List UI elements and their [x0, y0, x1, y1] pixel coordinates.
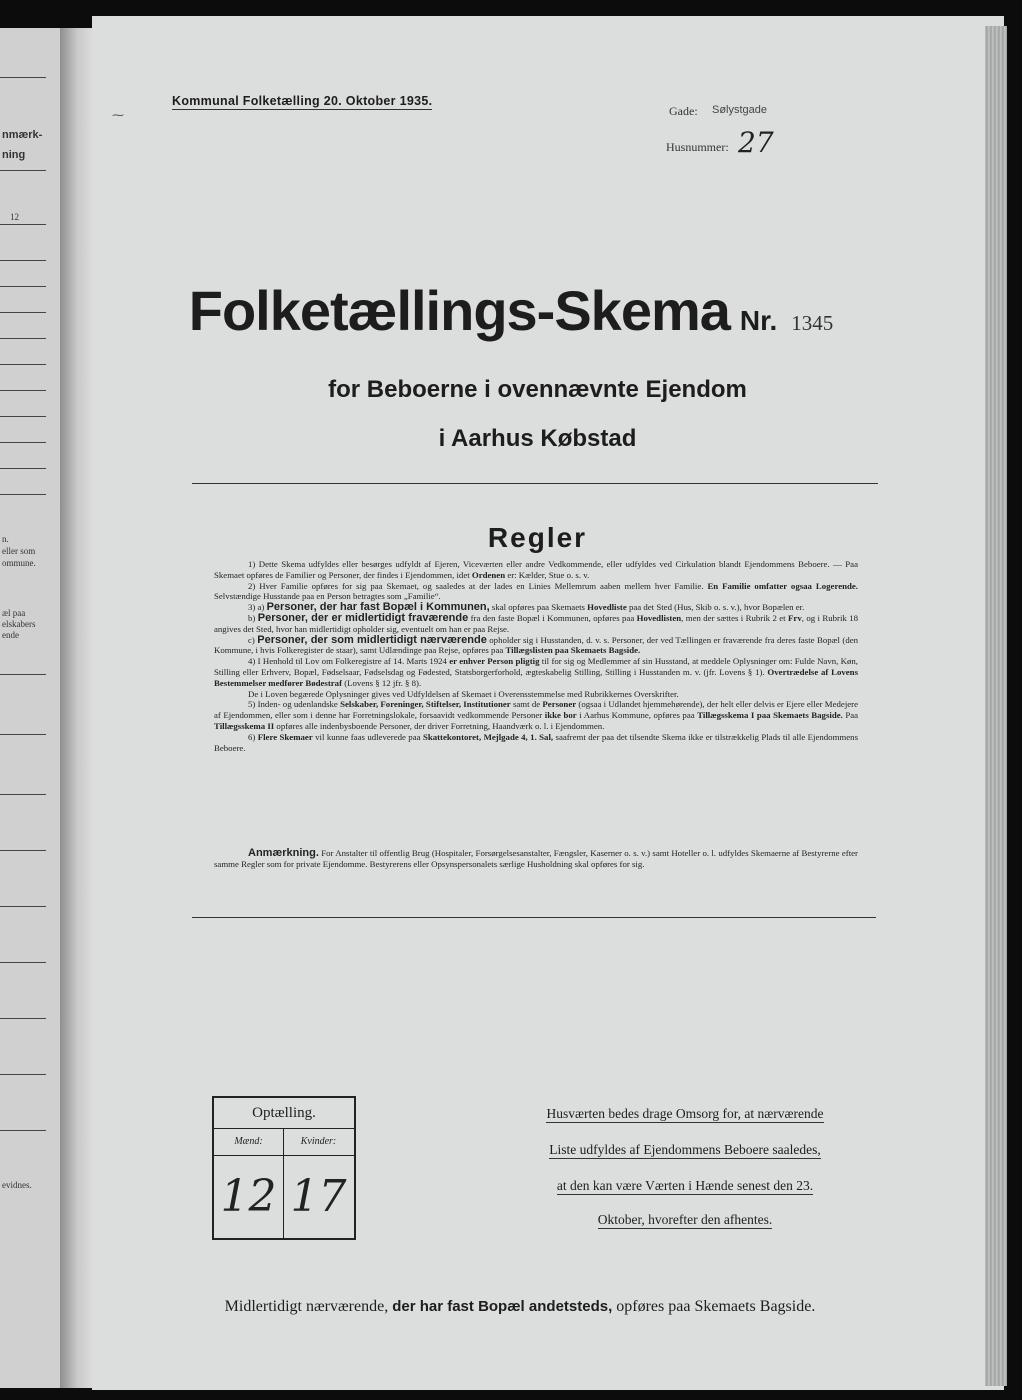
rule-4b: De i Loven begærede Oplysninger gives ved Udfyldelsen af Skemaet i Overensstemmelse med Rubrikkernes Overskrifter.	[248, 688, 679, 699]
gade-value: Sølystgade	[712, 104, 768, 116]
count-box	[212, 1096, 356, 1240]
rule-4: 4) I Henhold til Lov om Folkeregistre af 14. Marts 1924 er enhver Person pligtig til for sig og Medlemmer af sin Husstand, at meddele Oplysninger om: Fulde Navn, Køn, Stilling eller Erhverv, Bopæl, Fødselsaar, Fødselsdag og Fødested, Statsborgerforhold, ægteskabelig Stilling, Stilling i Husstanden m. v. (jfr. Lovens § 1). Overtrædelse af Lovens Bestemmelser medfører Bødestraf (Lovens § 12 jfr. § 8).	[214, 656, 859, 688]
kvinder-label: Kvinder:	[300, 1136, 337, 1147]
divider	[0, 906, 46, 907]
margin-fragment: nmærk-	[2, 129, 43, 141]
form-number: 1345	[791, 311, 834, 335]
rule-3b: b) Personer, der er midlertidigt fraværende fra den faste Bopæl i Kommunen, opføres paa Hovedlisten, men der sættes i Rubrik 2 et Frv, og i Rubrik 18 angives det Sted, hvor han midlertidigt opholder sig, eventuelt om han er paa Rejse.	[214, 611, 859, 634]
divider	[0, 260, 46, 261]
divider	[214, 1155, 354, 1156]
title-nr-label: Nr.	[739, 305, 778, 336]
margin-fragment: eller som	[2, 546, 36, 556]
rule-3c: c) Personer, der som midlertidigt nærværende opholder sig i Husstanden, d. v. s. Personer, der ved Tællingen er fraværende fra deres faste Bopæl (den Kommune, i hvis Folkeregister de staar), samt Udlændinge paa Rejse, opføres paa Tillægslisten paa Skemaets Bagside.	[214, 633, 859, 656]
divider	[192, 483, 878, 484]
margin-fragment: ommune.	[2, 558, 36, 568]
margin-fragment: elskabers	[2, 619, 36, 629]
rule-1: 1) Dette Skema udfyldes eller besørges udfyldt af Ejeren, Viceværten eller andre Vedkommende, eller udfyldes ved Cirkulation blandt Ejendommens Beboere. — Paa Skemaet opføres de Familier og Personer, der findes i Ejendommen, idet Ordenen er: Kælder, Stue o. s. v.	[214, 559, 858, 580]
anmaerkning-text: For Anstalter til offentlig Brug (Hospitaler, Forsørgelsesanstalter, Fængsler, Kaserner o. s. v.) samt Hoteller o. l. udfyldes Skemaerne af Bestyrerne efter samme Regler som for private Ejendomme. Bestyrerens eller Opsynspersonalets særlige Husholdning skal opføres for sig.	[214, 848, 858, 869]
margin-fragment: n.	[2, 534, 9, 544]
margin-fragment: evidnes.	[2, 1180, 32, 1190]
divider	[0, 170, 46, 171]
rule-3a: 3) a) Personer, der har fast Bopæl i Kommunen, skal opføres paa Skemaets Hovedliste paa det Sted (Hus, Skib o. s. v.), hvor Bopælen er.	[248, 601, 805, 614]
subtitle-line-1: for Beboerne i ovennævnte Ejendom	[328, 376, 747, 403]
scribble-mark: ⁓	[112, 108, 124, 122]
margin-fragment: æl paa	[2, 608, 26, 618]
divider	[0, 224, 46, 225]
anmaerkning-label: Anmærkning.	[248, 847, 319, 859]
divider	[0, 468, 46, 469]
subtitle-line-2: i Aarhus Købstad	[438, 425, 637, 452]
form-title	[0, 278, 1022, 343]
margin-fragment: 12	[10, 212, 19, 222]
margin-fragment: ning	[2, 149, 26, 161]
divider	[0, 794, 46, 795]
census-header: Kommunal Folketælling 20. Oktober 1935.	[172, 94, 433, 108]
maend-count: 12	[220, 1171, 277, 1222]
divider	[0, 1018, 46, 1019]
divider	[0, 416, 46, 417]
maend-label: Mænd:	[234, 1136, 263, 1147]
divider	[0, 850, 46, 851]
divider	[0, 674, 46, 675]
landlord-note-line-2: Liste udfyldes af Ejendommens Beboere saaledes,	[549, 1142, 821, 1157]
landlord-note-line-3: at den kan være Værten i Hænde senest den 23.	[556, 1178, 814, 1193]
title-main: Folketællings-Skema	[188, 279, 730, 342]
rules-heading: Regler	[487, 522, 588, 553]
kvinder-count: 17	[290, 1171, 347, 1222]
divider	[0, 1074, 46, 1075]
divider	[0, 77, 46, 78]
landlord-note-line-1: Husværten bedes drage Omsorg for, at nærværende	[546, 1106, 824, 1121]
divider	[0, 364, 46, 365]
left-facing-page	[0, 28, 61, 1388]
rule-2: 2) Hver Familie opføres for sig paa Skemaet, og saaledes at der lades en Linies Mellemrum aaben mellem hver Familie. En Familie omfatter ogsaa Logerende. Selvstændige Husstande paa en Person betragtes som „Familie“.	[214, 580, 858, 602]
husnummer-value: 27	[738, 126, 774, 159]
gade-label: Gade:	[669, 104, 698, 118]
divider	[0, 962, 46, 963]
page-stack-edge	[985, 26, 1007, 1386]
landlord-note-line-4: Oktober, hvorefter den afhentes.	[597, 1212, 773, 1227]
rule-6: 6) Flere Skemaer vil kunne faas udleverede paa Skattekontoret, Mejlgade 4, 1. Sal, saafremt der paa det tilsendte Skema ikke er tilstrækkelig Plads til alle Ejendommens Beboere.	[214, 731, 858, 753]
husnummer-label: Husnummer:	[666, 140, 729, 154]
book-spine	[60, 28, 92, 1388]
divider	[0, 1130, 46, 1131]
divider	[0, 494, 46, 495]
rules-text	[214, 559, 858, 753]
margin-fragment: ende	[2, 630, 19, 640]
footer-note: Midlertidigt nærværende, der har fast Bopæl andetsteds, opføres paa Skemaets Bagside.	[224, 1298, 816, 1315]
count-box-title: Optælling.	[214, 1098, 354, 1129]
anmaerkning	[214, 848, 858, 870]
rule-5: 5) Inden- og udenlandske Selskaber, Foreninger, Stiftelser, Institutioner samt de Personer (ogsaa i Udlandet hjemmehørende), der helt eller delvis er Ejere eller Medejere af Ejendommen, eller som i denne har Forretningslokale, forsaavidt vedkommende Personer ikke bor i Aarhus Kommune, opføres paa Tillægsskema I paa Skemaets Bagside. Paa Tillægsskema II opføres alle indenbysboende Personer, der driver Forretning, Haandværk o. l. i Ejendommen.	[214, 699, 859, 731]
divider	[192, 917, 876, 918]
divider	[0, 734, 46, 735]
